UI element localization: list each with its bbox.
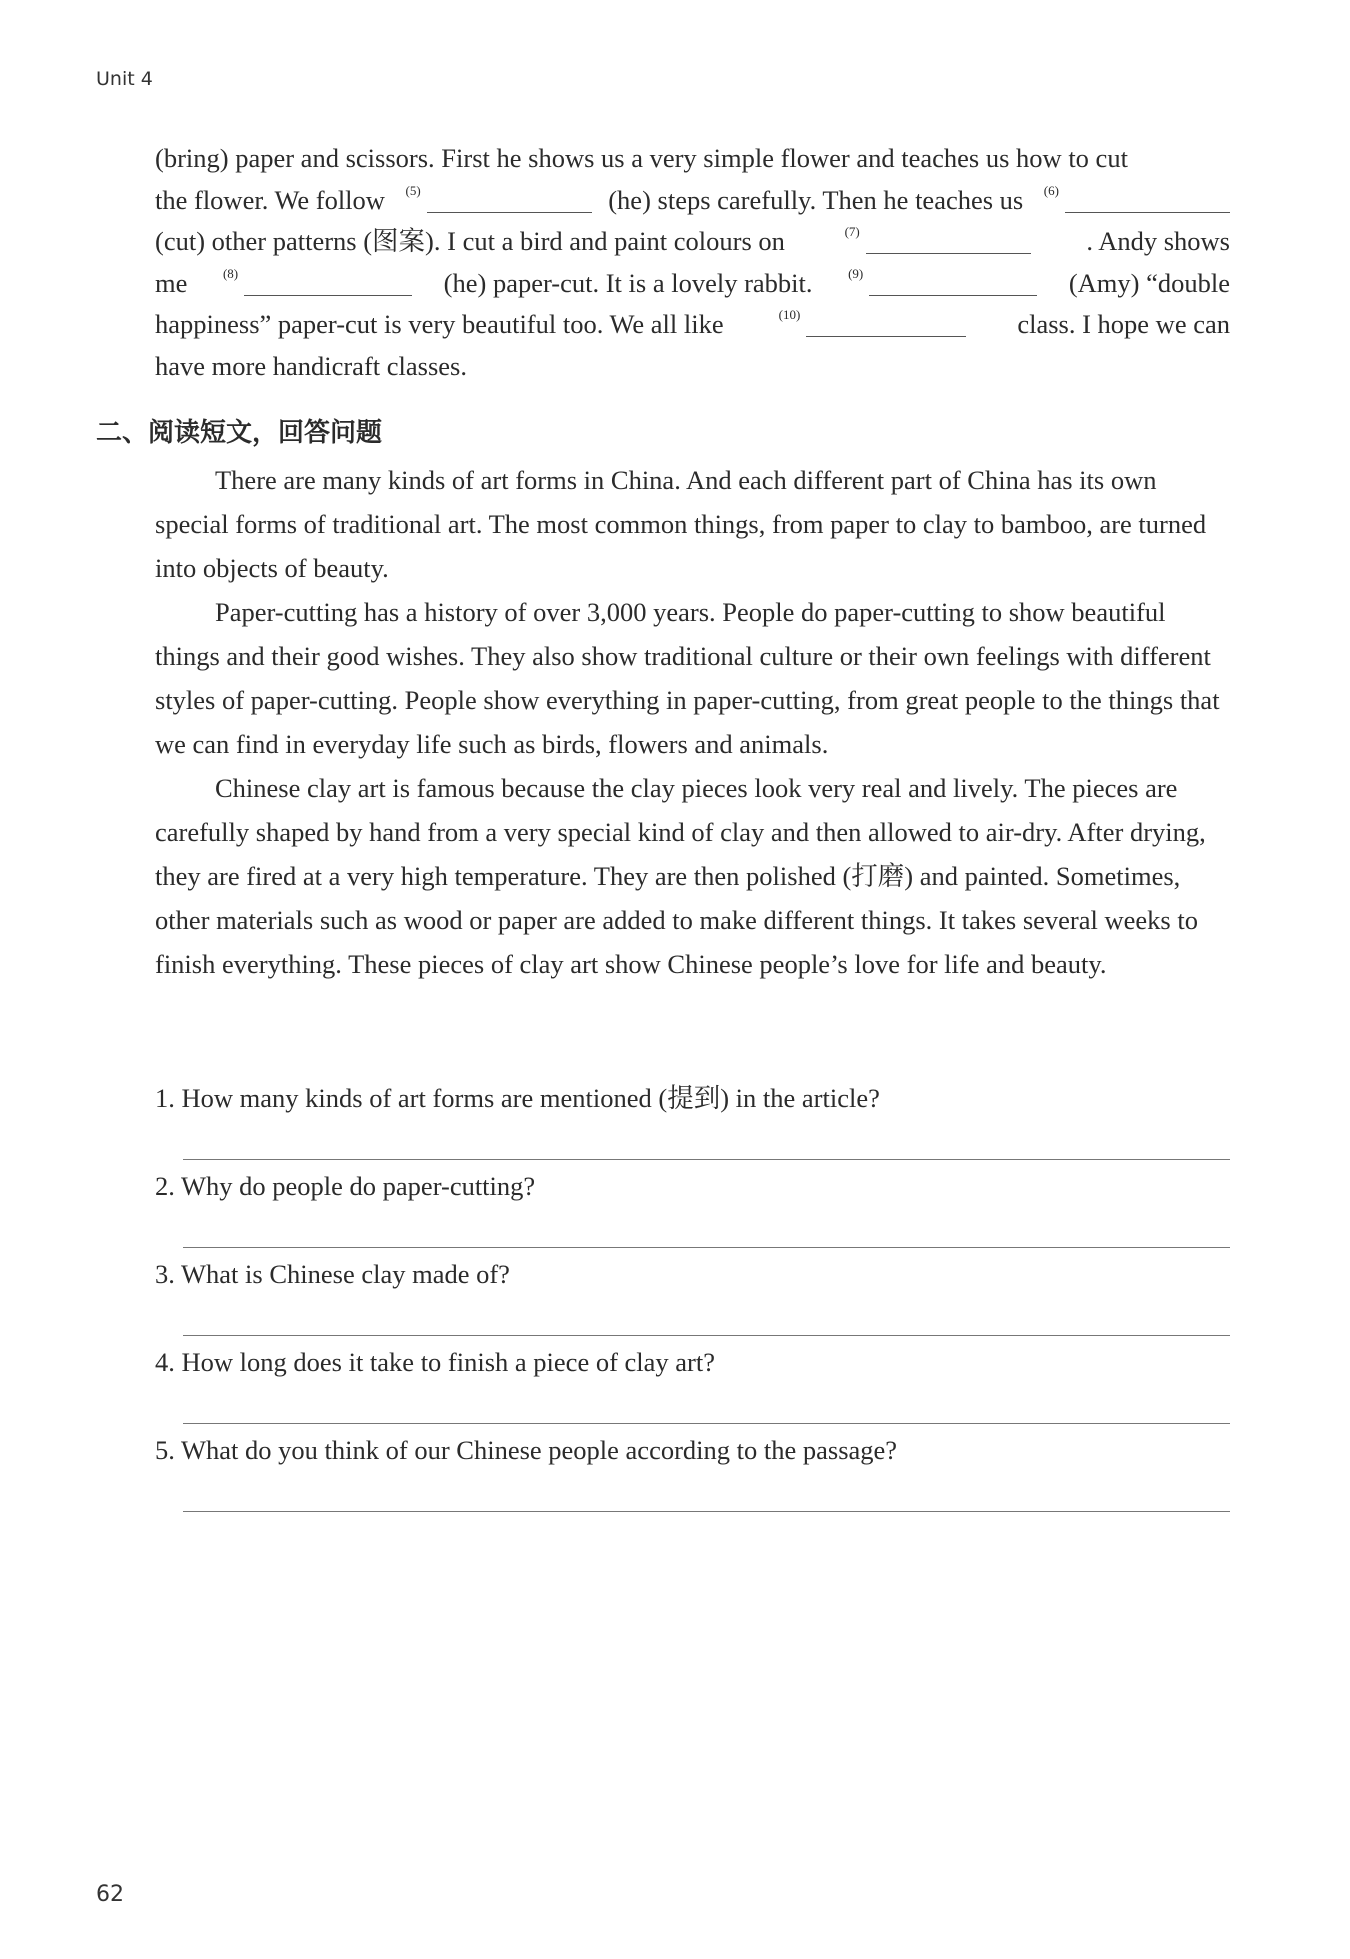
blank-number-8: (8): [222, 265, 239, 281]
blank-6-input[interactable]: [1065, 182, 1230, 213]
page-number: 62: [96, 1882, 124, 1907]
question-item: [155, 1252, 1230, 1340]
question-text: 3. What is Chinese clay made of?: [155, 1259, 510, 1289]
blank-number-10: (10): [778, 307, 801, 322]
question-item: [155, 1428, 1230, 1516]
passage-text: have more handicraft classes.: [155, 350, 467, 381]
question-text: 5. What do you think of our Chinese people according to the passage?: [155, 1435, 898, 1465]
passage-text: (Amy) “double: [1068, 267, 1230, 298]
reading-passage: [155, 458, 1230, 986]
fill-in-passage: [155, 138, 1230, 387]
blank-number-9: (9): [848, 265, 864, 281]
blank-number-6: (6): [1043, 182, 1059, 198]
passage-text: (cut) other patterns (图案). I cut a bird and paint colours on: [155, 226, 785, 256]
passage-text: . Andy shows: [1086, 226, 1230, 256]
blank-7-input[interactable]: [866, 223, 1031, 254]
blank-10-input[interactable]: [806, 306, 966, 337]
question-text: 1. How many kinds of art forms are mentioned (提到) in the article?: [155, 1083, 880, 1113]
passage-text: me: [155, 267, 188, 298]
paragraph: There are many kinds of art forms in China. And each different part of China has its own special forms of traditional art. The most common things, from paper to clay to bamboo, are turned into objects of beauty.: [155, 465, 1207, 583]
paragraph: Chinese clay art is famous because the clay pieces look very real and lively. The pieces are carefully shaped by hand from a very special kind of clay and then allowed to air-dry. After drying, they are fired at a very high temperature. They are then polished (打磨) and painted. Sometimes, other materials such as wood or paper are added to make different things. It takes several weeks to finish everything. These pieces of clay art show Chinese people’s love for life and beauty.: [155, 773, 1206, 979]
passage-text: (bring) paper and scissors. First he shows us a very simple flower and teaches us how to cut: [155, 143, 1128, 173]
passage-line: [155, 263, 1230, 305]
passage-line: [155, 221, 1230, 263]
question-item: [155, 1164, 1230, 1252]
question-list: [155, 1076, 1230, 1516]
passage-line: [155, 304, 1230, 346]
question-item: [155, 1076, 1230, 1164]
answer-line[interactable]: [183, 1423, 1230, 1424]
passage-line: [155, 346, 1230, 388]
unit-label: Unit 4: [96, 68, 153, 90]
blank-number-5: (5): [405, 182, 421, 198]
section-title: 二、阅读短文，回答问题: [96, 418, 383, 448]
passage-text: happiness” paper-cut is very beautiful too. We all like: [155, 309, 724, 339]
paragraph: Paper-cutting has a history of over 3,000 years. People do paper-cutting to show beautiful things and their good wishes. They also show traditional culture or their own feelings with different styles of paper-cutting. People show everything in paper-cutting, from great people to the things that we can find in everyday life such as birds, flowers and animals.: [155, 597, 1220, 759]
question-text: 2. Why do people do paper-cutting?: [155, 1171, 536, 1201]
blank-9-input[interactable]: [869, 265, 1037, 296]
question-text: 4. How long does it take to finish a piece of clay art?: [155, 1347, 716, 1377]
passage-line: [155, 138, 1230, 180]
passage-text: (he) steps carefully. Then he teaches us: [608, 184, 1024, 215]
passage-text: class. I hope we can: [1017, 309, 1230, 339]
answer-line[interactable]: [183, 1247, 1230, 1248]
blank-5-input[interactable]: [427, 182, 592, 213]
answer-line[interactable]: [183, 1159, 1230, 1160]
passage-text: the flower. We follow: [155, 184, 385, 215]
passage-text: (he) paper-cut. It is a lovely rabbit.: [443, 267, 813, 298]
answer-line[interactable]: [183, 1511, 1230, 1512]
answer-line[interactable]: [183, 1335, 1230, 1336]
question-item: [155, 1340, 1230, 1428]
blank-number-7: (7): [844, 224, 860, 239]
passage-line: [155, 180, 1230, 222]
blank-8-input[interactable]: [244, 265, 412, 296]
